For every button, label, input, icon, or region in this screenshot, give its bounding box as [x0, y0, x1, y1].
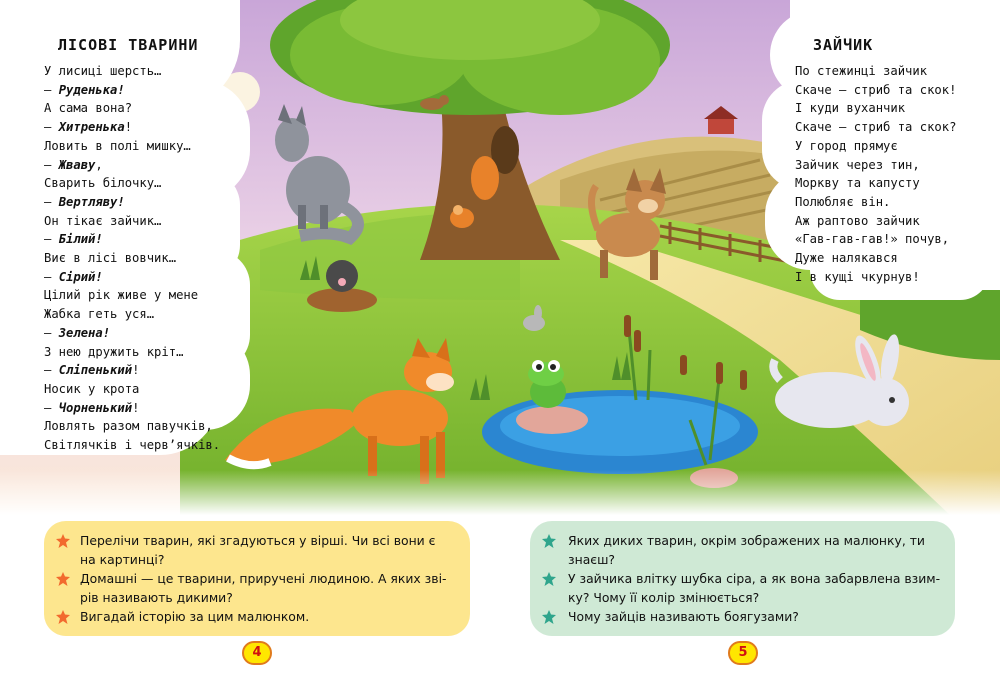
- poem-line: У лисиці шерсть…: [44, 64, 162, 78]
- poem-line: «Гав-гав-гав!» почув,: [795, 232, 950, 247]
- right-poem: [795, 36, 995, 286]
- questions-left-box: [44, 521, 470, 636]
- left-poem-title: ЛІСОВІ ТВАРИНИ: [58, 36, 199, 54]
- poem-line: — Білий!: [44, 232, 103, 247]
- rock: [516, 406, 588, 434]
- poem-line: У город прямує: [795, 138, 898, 153]
- page-number-left: 4: [242, 641, 272, 665]
- poem-line: І в кущі чкурнув!: [795, 269, 920, 284]
- right-poem-title: ЗАЙЧИК: [813, 36, 874, 54]
- left-poem-lines: [44, 62, 244, 455]
- poem-line: Світлячків і черв’ячків.: [44, 438, 221, 453]
- question-right-2: У зайчика влітку шубка сіра, а як вона забарвлена взим- ку? Чому її колір змінюється?: [568, 571, 941, 605]
- poem-line: По стежинці зайчик: [795, 64, 928, 78]
- poem-line: Виє в лісі вовчик…: [44, 251, 177, 266]
- poem-line: Он тікає зайчик…: [44, 213, 162, 228]
- poem-line: Дуже налякався: [795, 251, 898, 266]
- poem-line: — Сірий!: [44, 269, 103, 284]
- star-bullet-icon: [56, 534, 70, 548]
- poem-line: Ловить в полі мишку…: [44, 138, 191, 153]
- poem-line: І куди вуханчик: [795, 101, 906, 116]
- star-bullet-icon: [56, 572, 70, 586]
- poem-line: — Вертляву!: [44, 194, 125, 209]
- page-number-right: 5: [728, 641, 758, 665]
- star-bullet-icon: [542, 572, 556, 586]
- poem-line: — Руденька!: [44, 82, 125, 97]
- frog: [528, 360, 566, 408]
- question-right-3: Чому зайців називають боягузами?: [568, 609, 799, 624]
- poem-line: Цілий рік живе у мене: [44, 288, 199, 303]
- poem-line: — Зелена!: [44, 325, 111, 340]
- question-left-1: Перелічи тварин, які згадуються у вірші. Чи всі вони є на картинці?: [80, 533, 436, 567]
- poem-line: Носик у крота: [44, 381, 140, 396]
- poem-line: — Чорненький!: [44, 400, 140, 415]
- poem-line: Ловлять разом павучків,: [44, 419, 213, 434]
- poem-line: Полюбляє він.: [795, 194, 891, 209]
- question-left-3: Вигадай історію за цим малюнком.: [80, 609, 310, 624]
- poem-line: Скаче — стриб та скок!: [795, 82, 957, 97]
- star-bullet-icon: [56, 610, 70, 624]
- poem-line: Аж раптово зайчик: [795, 213, 920, 228]
- question-right-1: Яких диких тварин, окрім зображених на малюнку, ти знаєш?: [568, 533, 925, 567]
- poem-line: — Сліпенький!: [44, 363, 140, 378]
- poem-line: А сама вона?: [44, 101, 133, 116]
- poem-line: Сварить білочку…: [44, 176, 162, 191]
- poem-line: — Хитренька!: [44, 120, 133, 135]
- question-left-2: Домашні — це тварини, приручені людиною. А яких зві- рів називають дикими?: [80, 571, 447, 605]
- poem-line: З нею дружить кріт…: [44, 344, 184, 359]
- poem-line: Жабка геть уся…: [44, 307, 155, 322]
- star-bullet-icon: [542, 534, 556, 548]
- poem-line: — Жваву,: [44, 157, 103, 172]
- right-poem-lines: [795, 62, 995, 286]
- star-bullet-icon: [542, 610, 556, 624]
- questions-right-box: [530, 521, 955, 636]
- poem-line: Моркву та капусту: [795, 176, 920, 191]
- poem-line: Скаче — стриб та скок?: [795, 120, 957, 135]
- poem-line: Зайчик через тин,: [795, 157, 920, 172]
- left-poem: [44, 36, 244, 455]
